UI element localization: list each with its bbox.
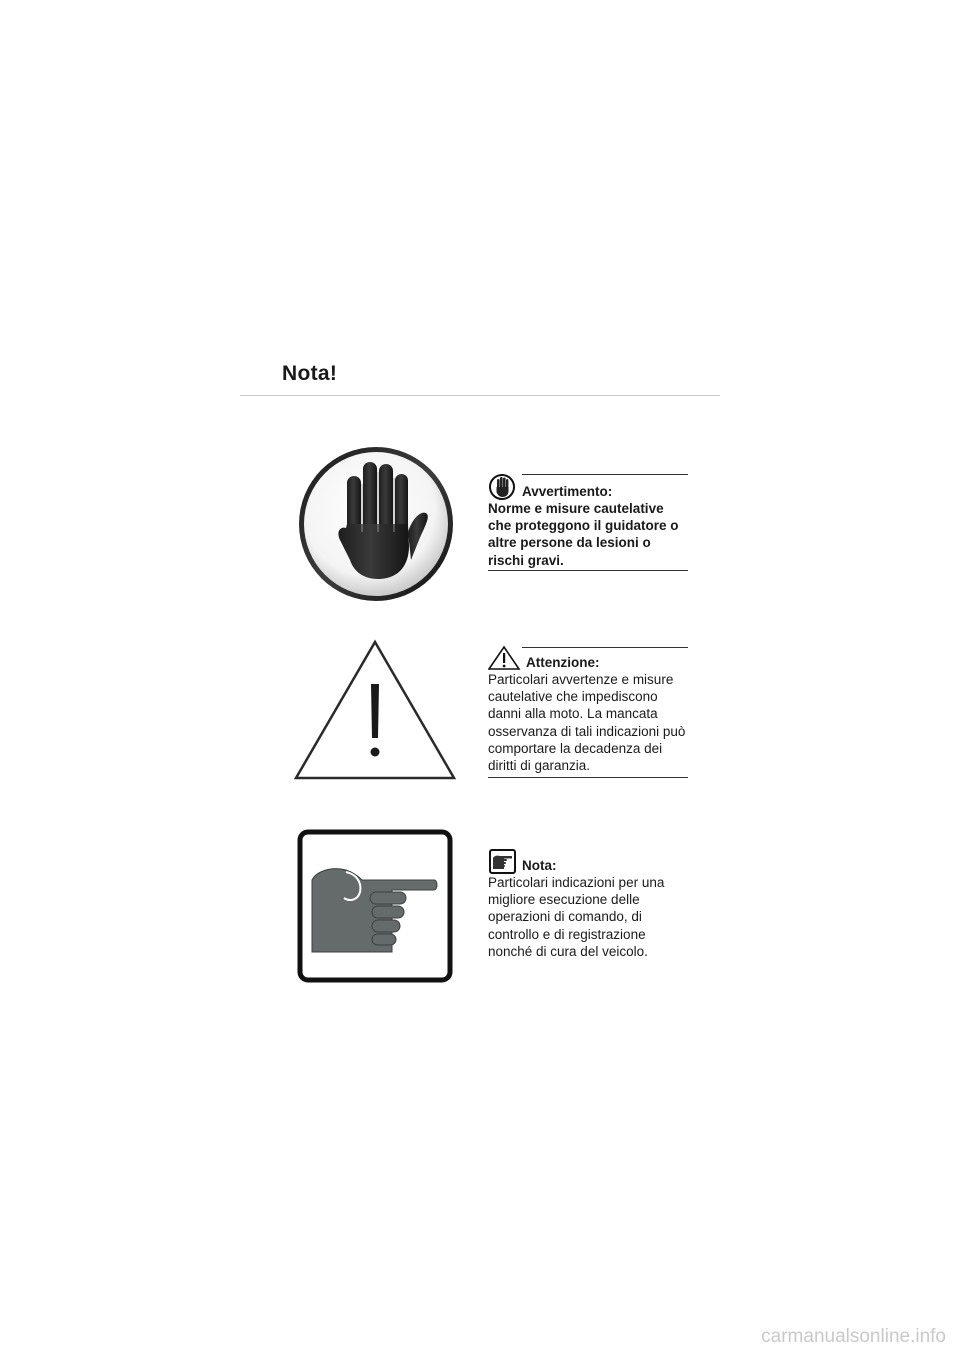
note-warning-heading-row <box>488 474 688 500</box>
note-info-heading-row <box>488 848 688 874</box>
stop-hand-icon <box>296 444 456 604</box>
note-caution-body: Particolari avvertenze e misure cautelative che impediscono danni alla moto. La mancata osservanza di tali indicazioni può comportare la decadenza dei diritti di garanzia. <box>488 672 686 774</box>
note-warning <box>488 474 688 569</box>
pointing-hand-icon <box>296 828 454 984</box>
note-warning-bottom-rule <box>488 570 688 571</box>
stop-hand-small-icon <box>488 474 518 500</box>
page-title: Nota! <box>282 362 338 385</box>
pointing-hand-small-icon <box>488 848 518 874</box>
note-info <box>488 848 688 960</box>
note-warning-heading: Avvertimento: <box>522 484 613 499</box>
title-divider <box>240 395 720 396</box>
watermark: carmanualsonline.info <box>761 1326 946 1347</box>
note-caution-heading: Attenzione: <box>526 655 600 670</box>
note-caution-bottom-rule <box>488 777 688 778</box>
note-caution-heading-row <box>488 645 688 671</box>
note-info-body: Particolari indicazioni per una migliore esecuzione delle operazioni di comando, di controllo e di registrazione nonché di cura del veicolo. <box>488 875 665 959</box>
warning-triangle-icon <box>292 638 458 782</box>
note-info-heading: Nota: <box>522 858 557 873</box>
note-warning-body: Norme e misure cautelative che proteggono il guidatore o altre persone da lesioni o rischi gravi. <box>488 501 679 568</box>
note-caution <box>488 645 688 774</box>
warning-triangle-small-icon <box>488 645 522 671</box>
